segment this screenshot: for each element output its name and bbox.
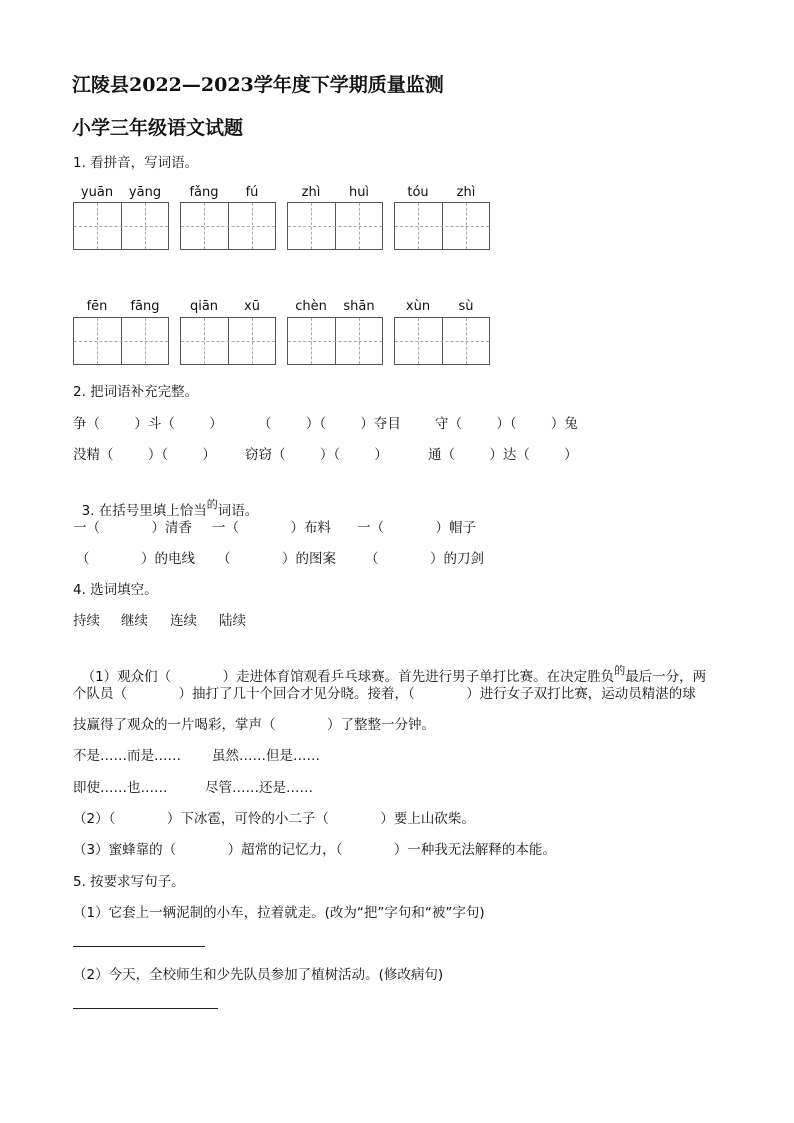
pinyin-label: shān [343,299,375,314]
word-fill: （ ）的刀剑 [365,551,484,567]
q3-prompt-sup: 的 [206,498,218,511]
q4-passage-text: （1）观众们（ ）走进体育馆观看乒乓球赛。首先进行男子单打比赛。在决定胜负 [81,669,615,685]
pinyin-label: huì [348,185,370,200]
word-fill: （ ）的图案 [217,551,336,567]
q4-passage-line [73,649,706,685]
q4-prompt: 4. 选词填空。 [73,582,158,598]
pinyin-label: yuān [80,185,114,200]
word-choice: 连续 [170,613,197,629]
idiom-fill: （ ）（ ）夺目 [258,416,401,432]
pinyin-label: tóu [407,185,429,200]
q4-passage-sup: 的 [614,664,626,677]
pinyin-label: zhì [456,185,476,200]
pinyin-label: qiān [189,299,219,314]
q4-passage-line: 个队员（ ）抽打了几十个回合才见分晓。接着，（ ）进行女子双打比赛，运动员精湛的球 [73,686,696,702]
pinyin-label: yāng [128,185,162,200]
idiom-fill: 争（ ）斗（ ） [73,416,223,432]
q2-prompt: 2. 把词语补充完整。 [73,384,199,400]
q1-prompt: 1. 看拼音，写词语。 [73,155,199,171]
q4-passage-line: 技赢得了观众的一片喝彩，掌声（ ）了整整一分钟。 [73,717,435,733]
q3-prompt [73,483,258,519]
q3-prompt-text: 词语。 [217,503,259,519]
word-fill: （ ）的电线 [76,551,195,567]
q4-passage-text: 最后一分，两 [625,669,707,685]
pinyin-label: fú [245,185,259,200]
pinyin-label: fēn [86,299,108,314]
q5-sentence: （2）今天，全校师生和少先队员参加了植树活动。(修改病句) [73,967,444,983]
word-fill: 一（ ）帽子 [357,520,476,536]
q5-sentence: （1）它套上一辆泥制的小车，拉着就走。(改为“把”字句和“被”字句) [73,905,485,921]
writing-grid[interactable] [287,202,383,250]
word-fill: 一（ ）布料 [212,520,331,536]
word-choice: 继续 [121,613,148,629]
writing-grid[interactable] [73,202,169,250]
writing-grid[interactable] [394,202,490,250]
conjunction-choice: 尽管……还是…… [205,780,313,796]
pinyin-label: fǎng [189,185,219,200]
answer-line[interactable] [73,946,205,947]
pinyin-label: xùn [405,299,431,314]
word-choice: 持续 [73,613,100,629]
exam-title: 江陵县2022—2023学年度下学期质量监测 [72,74,444,96]
conjunction-choice: 即使……也…… [73,780,168,796]
writing-grid[interactable] [394,317,490,365]
pinyin-label: xū [244,299,260,314]
word-fill: 一（ ）清香 [73,520,192,536]
answer-line[interactable] [73,1008,218,1009]
idiom-fill: 守（ ）（ ）兔 [435,416,578,432]
pinyin-label: chèn [295,299,327,314]
q4-sentence: （2）（ ）下冰雹，可怜的小二子（ ）要上山砍柴。 [73,811,475,827]
word-choice: 陆续 [219,613,246,629]
q4-sentence: （3）蜜蜂靠的（ ）超常的记忆力，（ ）一种我无法解释的本能。 [73,842,556,858]
conjunction-choice: 虽然……但是…… [212,748,320,764]
pinyin-label: zhì [301,185,321,200]
writing-grid[interactable] [287,317,383,365]
pinyin-label: fāng [130,299,160,314]
exam-subtitle: 小学三年级语文试题 [72,117,244,139]
q3-prompt-text: 3. 在括号里填上恰当 [81,503,207,519]
writing-grid[interactable] [180,317,276,365]
pinyin-label: sù [458,299,474,314]
writing-grid[interactable] [73,317,169,365]
q5-prompt: 5. 按要求写句子。 [73,874,185,890]
idiom-fill: 没精（ ）（ ） [73,447,216,463]
writing-grid[interactable] [180,202,276,250]
idiom-fill: 窃窃（ ）（ ） [245,447,388,463]
conjunction-choice: 不是……而是…… [73,748,181,764]
idiom-fill: 通（ ）达（ ） [428,447,578,463]
